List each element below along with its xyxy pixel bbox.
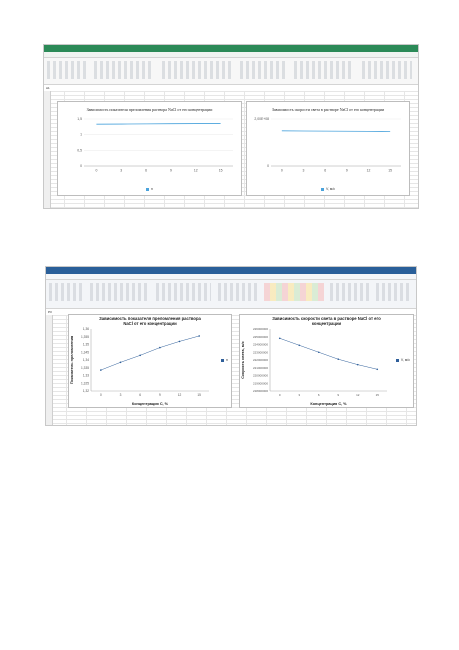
- chart-plot: [69, 315, 231, 407]
- legend-label: V, м/с: [325, 187, 336, 191]
- x-tick-label: 3: [119, 393, 122, 398]
- title-bar: [44, 45, 418, 52]
- y-tick-label: 1: [80, 132, 82, 137]
- y-tick-label: 1,5: [77, 117, 82, 121]
- y-tick-label: 0: [80, 164, 82, 168]
- y-tick-label: 219000000: [252, 381, 268, 386]
- name-box[interactable]: P3: [48, 310, 52, 314]
- x-tick-label: 0: [95, 168, 98, 173]
- name-box[interactable]: A1: [46, 86, 50, 90]
- x-tick-label: 12: [177, 393, 182, 398]
- chart-legend: [221, 358, 228, 362]
- legend-swatch: [396, 359, 399, 362]
- chart-legend: [396, 358, 410, 362]
- y-tick-label: 222000000: [252, 358, 268, 362]
- row-headers[interactable]: [46, 315, 53, 425]
- chart-legend: [247, 187, 409, 191]
- y-tick-label: 1,32: [82, 389, 89, 393]
- y-tick-label: 1,355: [81, 334, 89, 339]
- x-tick-label: 0: [99, 393, 102, 398]
- chart-plot: [240, 315, 413, 407]
- data-point: [298, 344, 300, 346]
- data-point: [337, 358, 339, 360]
- y-tick-label: 225000000: [252, 334, 268, 339]
- legend-swatch: [221, 359, 224, 362]
- data-point: [179, 341, 181, 343]
- x-tick-label: 3: [120, 168, 123, 173]
- legend-label: V, м/с: [400, 358, 410, 362]
- y-tick-label: 1,345: [81, 350, 89, 355]
- legend-label: n: [226, 358, 228, 362]
- chart-title: Зависимость показателя преломления раствора NaCl от его концентрации: [86, 107, 213, 112]
- x-tick-label: 9: [345, 168, 348, 173]
- y-axis-label: Показатель преломления: [70, 335, 74, 385]
- x-tick-label: 3: [298, 393, 301, 397]
- x-tick-label: 15: [375, 393, 379, 397]
- x-axis-label: Концентрация С, %: [131, 402, 169, 406]
- data-point: [139, 355, 141, 357]
- spreadsheet-window-2: [45, 266, 417, 426]
- series-line: [101, 336, 199, 370]
- x-tick-label: 9: [337, 393, 340, 397]
- x-tick-label: 6: [139, 393, 142, 398]
- ribbon-toolbar[interactable]: [44, 58, 418, 85]
- y-tick-label: 220000000: [252, 373, 268, 378]
- x-tick-label: 15: [388, 168, 393, 173]
- y-tick-label: 226000000: [252, 327, 268, 331]
- y-axis-label: Скорость света, м/с: [241, 341, 245, 379]
- chart-legend: [58, 187, 241, 191]
- chart-light-speed[interactable]: [239, 314, 414, 408]
- x-tick-label: 12: [366, 168, 371, 173]
- chart-plot: [58, 102, 241, 195]
- y-tick-label: 224000000: [252, 342, 268, 347]
- x-tick-label: 12: [356, 393, 360, 397]
- legend-label: n: [151, 187, 153, 191]
- row-headers[interactable]: [44, 91, 51, 208]
- x-tick-label: 12: [193, 168, 198, 173]
- x-tick-label: 9: [169, 168, 172, 173]
- data-point: [357, 364, 359, 366]
- spreadsheet-window-1: [43, 44, 419, 209]
- y-tick-label: 1,34: [82, 358, 89, 362]
- data-point: [100, 369, 102, 371]
- x-tick-label: 0: [280, 168, 283, 173]
- x-tick-label: 0: [278, 393, 281, 397]
- y-tick-label: 221000000: [252, 365, 268, 370]
- data-point: [198, 335, 200, 337]
- y-tick-label: 1,33: [82, 373, 89, 378]
- data-point: [120, 362, 122, 364]
- chart-title: Зависимость скорости света в растворе NaCl от его концентрации: [271, 107, 385, 112]
- chart-title: Зависимость показателя преломления раствора NaCl от его концентрации: [99, 316, 201, 326]
- series-line: [96, 123, 220, 124]
- x-tick-label: 15: [197, 393, 201, 398]
- x-tick-label: 3: [302, 168, 305, 173]
- x-tick-label: 6: [145, 168, 148, 173]
- y-tick-label: 223000000: [252, 350, 268, 355]
- x-tick-label: 6: [324, 168, 327, 173]
- x-tick-label: 6: [317, 393, 320, 397]
- x-tick-label: 9: [158, 393, 161, 398]
- chart-title: Зависимость скорости света в растворе NaCl от его концентрации: [272, 316, 381, 326]
- chart-plot: [247, 102, 409, 195]
- data-point: [279, 338, 281, 340]
- title-bar: [46, 267, 416, 274]
- data-point: [376, 369, 378, 371]
- data-point: [159, 347, 161, 349]
- y-tick-label: 1,335: [81, 365, 89, 370]
- chart-refraction-index[interactable]: [68, 314, 232, 408]
- y-tick-label: 1,36: [82, 327, 89, 331]
- y-tick-label: 0,5: [77, 148, 82, 153]
- series-line: [280, 338, 378, 369]
- x-axis-label: Концентрация С, %: [310, 402, 347, 406]
- x-tick-label: 15: [218, 168, 223, 173]
- legend-swatch: [146, 188, 149, 191]
- series-line: [282, 131, 390, 132]
- y-tick-label: 1,325: [81, 381, 89, 386]
- legend-swatch: [321, 188, 324, 191]
- y-tick-label: 218000000: [252, 389, 268, 393]
- data-point: [318, 351, 320, 353]
- chart-refraction-index[interactable]: [57, 101, 242, 196]
- y-tick-label: 0: [267, 164, 269, 168]
- y-tick-label: 1,35: [82, 342, 89, 347]
- chart-light-speed[interactable]: [246, 101, 410, 196]
- ribbon-toolbar[interactable]: [46, 280, 416, 309]
- y-tick-label: 2,00E+08: [254, 117, 269, 121]
